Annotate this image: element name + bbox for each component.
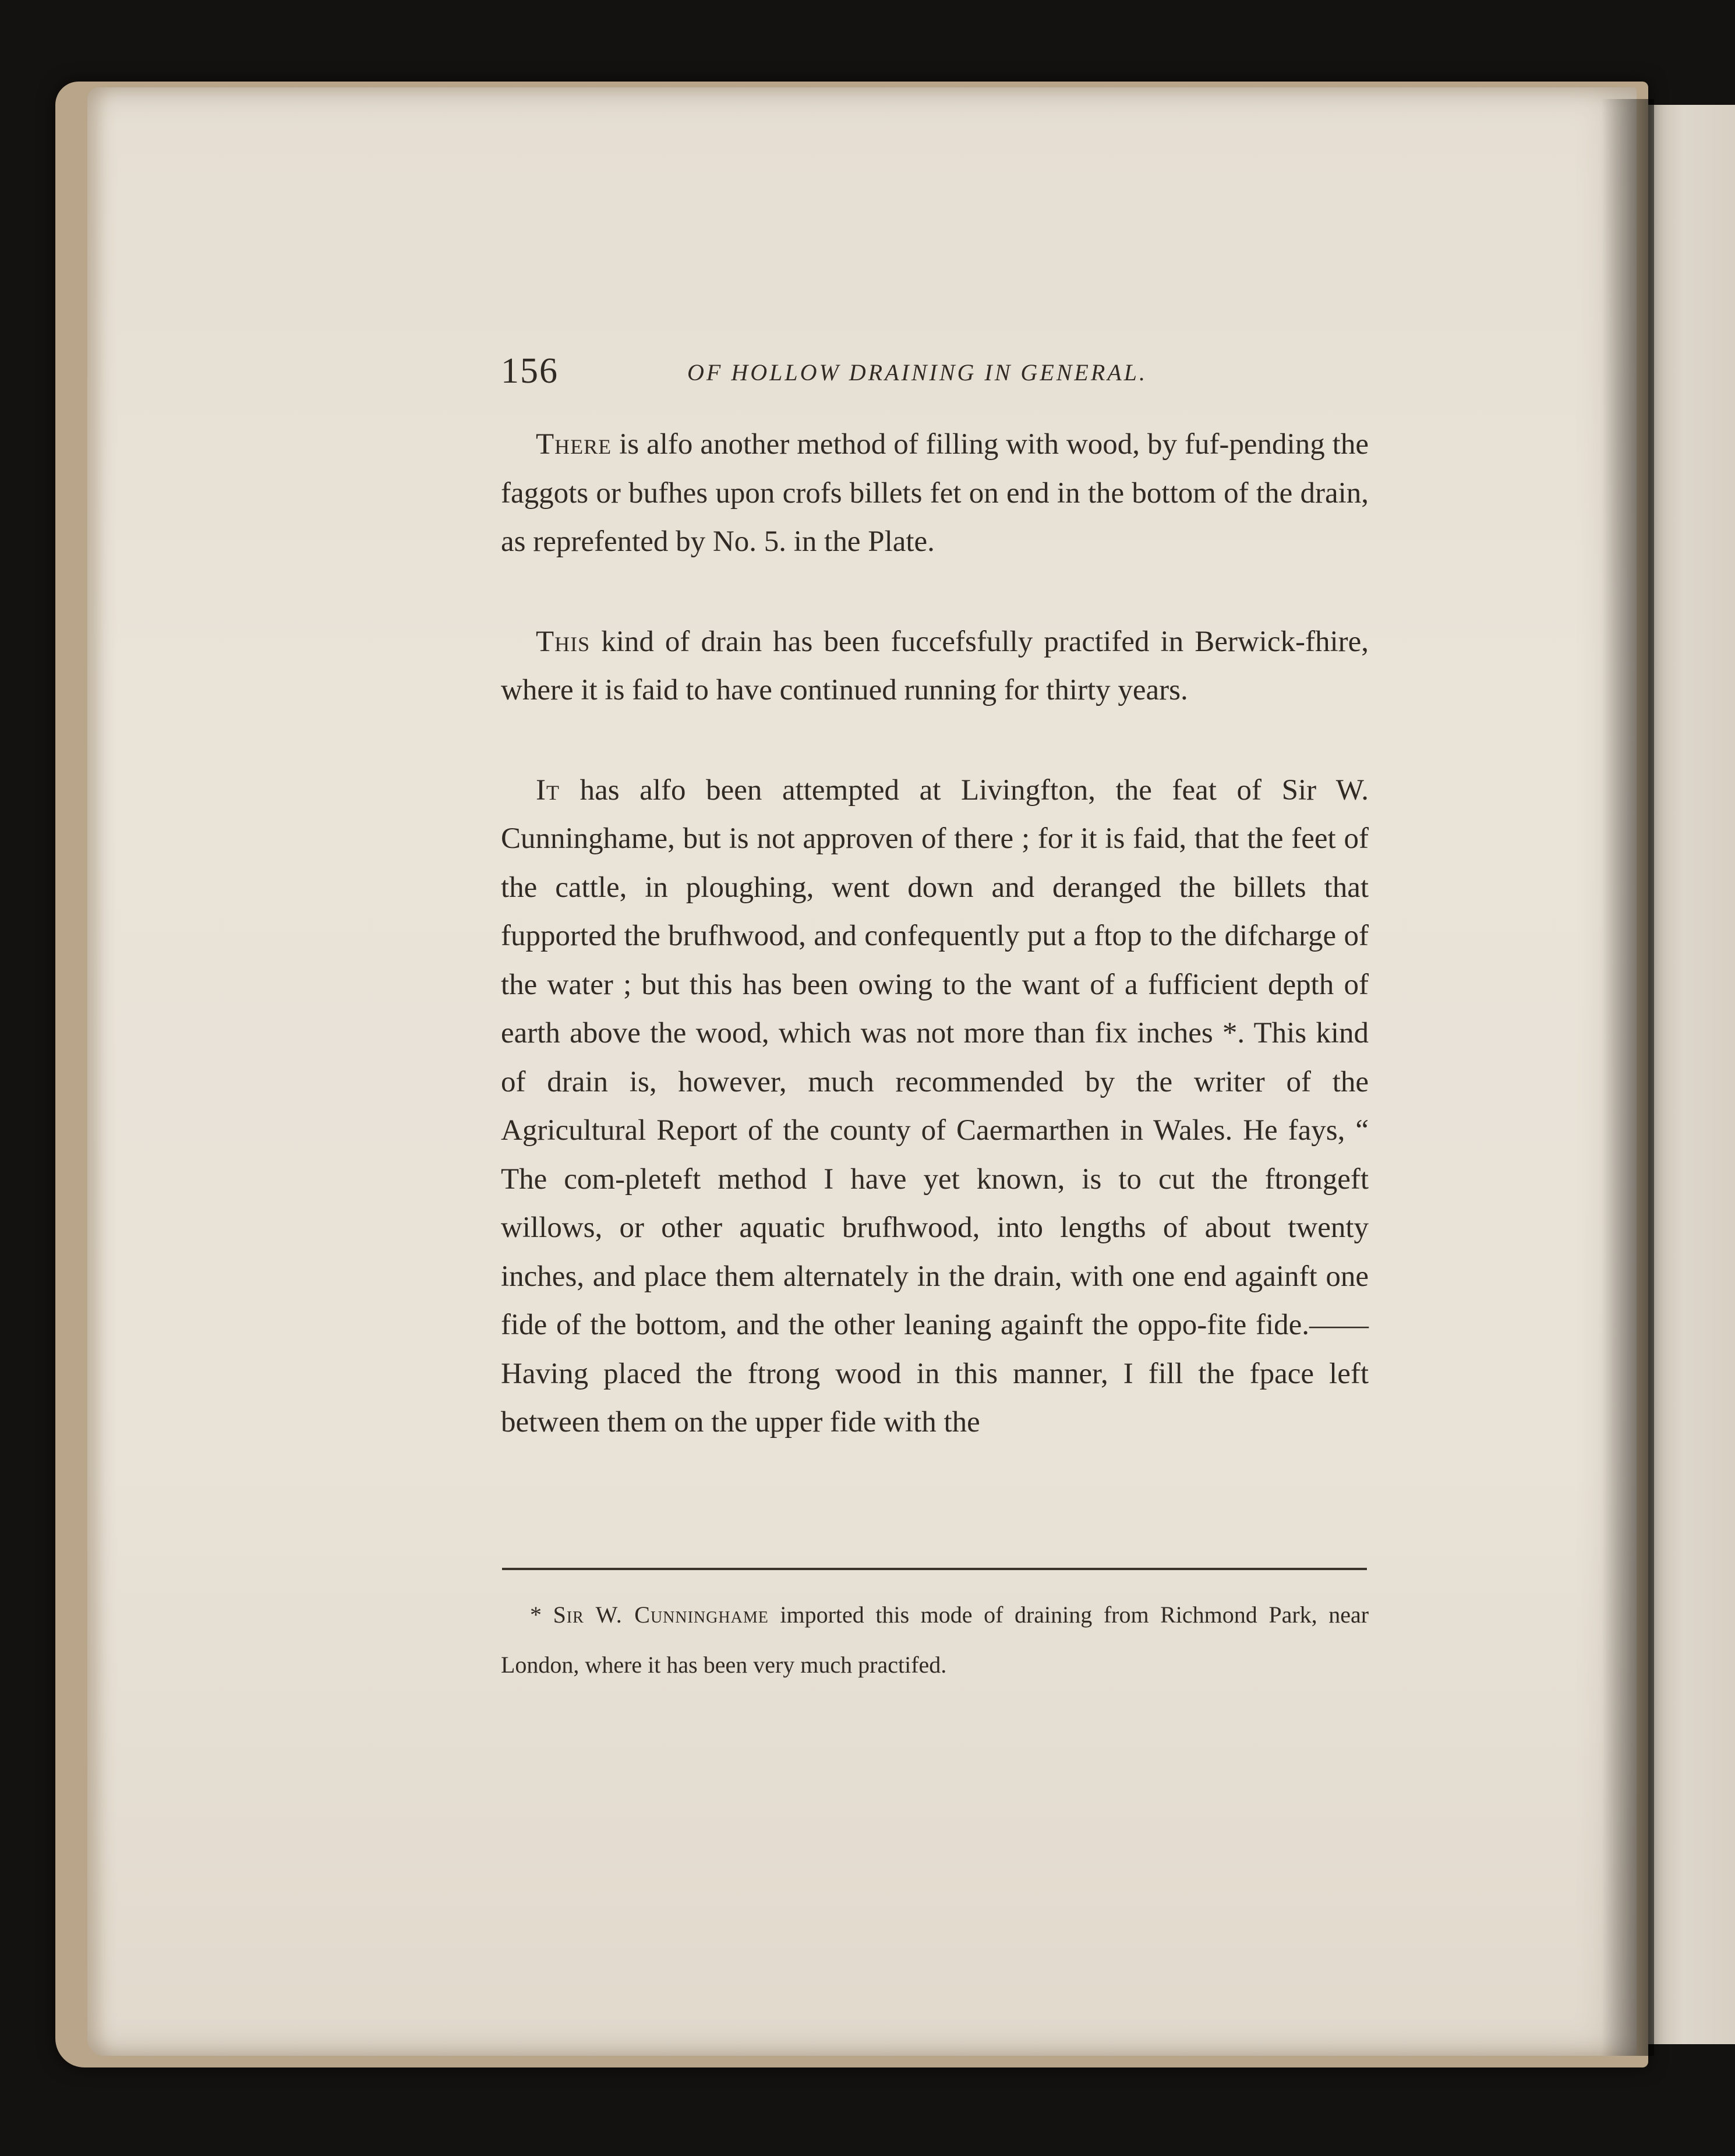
- footnote-rule: [502, 1568, 1367, 1570]
- paragraph-3: [501, 766, 1369, 1447]
- footnote: [501, 1590, 1369, 1690]
- paragraph-1: [501, 420, 1369, 567]
- next-page-edge: [1644, 105, 1735, 2044]
- page-number: 156: [501, 351, 559, 391]
- page-header: [501, 351, 1374, 397]
- paragraph-gap: [501, 715, 1369, 766]
- paragraph-3-lead: It: [536, 773, 560, 807]
- footnote-marker: *: [530, 1602, 553, 1628]
- footnote-body: imported this mode of draining from Richmond Park, near London, where it has been very much practifed.: [501, 1602, 1369, 1678]
- paragraph-2: [501, 618, 1369, 715]
- paragraph-3-text: has alfo been attempted at Livingfton, the feat of Sir W. Cunninghame, but is not approven of there ; for it is faid, that the feet of the cattle, in ploughing, went down and deranged the billets that fupported the brufhwood, and confequently put a ftop to the difcharge of the water ; but this has been owing to the want of a fufficient depth of earth above the wood, which was not more than fix inches *. This kind of drain is, however, much recommended by the writer of the Agricultural Report of the county of Caermarthen in Wales. He fays, “ The com-pleteft method I have yet known, is to cut the ftrongeft willows, or other aquatic brufhwood, into lengths of about twenty inches, and place them alternately in the drain, with one end againft one fide of the bottom, and the other leaning againft the oppo-fite fide.——Having placed the ftrong wood in this manner, I fill the fpace left between them on the upper fide with the: [501, 773, 1369, 1438]
- paragraph-2-text: kind of drain has been fuccefsfully practifed in Berwick-fhire, where it is faid to have continued running for thirty years.: [501, 625, 1369, 706]
- running-head: OF HOLLOW DRAINING IN GENERAL.: [687, 359, 1147, 386]
- paragraph-gap: [501, 567, 1369, 618]
- paragraph-2-lead: This: [536, 625, 591, 658]
- paragraph-1-lead: There: [536, 428, 612, 461]
- gutter-shadow: [1602, 99, 1654, 2056]
- footnote-text: [501, 1590, 1369, 1690]
- paragraph-1-text: is alfo another method of filling with wood, by fuf-pending the faggots or bufhes upon crofs billets fet on end in the bottom of the drain, as reprefented by No. 5. in the Plate.: [501, 428, 1369, 558]
- body-text: [501, 420, 1369, 1447]
- footnote-name: Sir W. Cunninghame: [553, 1602, 769, 1628]
